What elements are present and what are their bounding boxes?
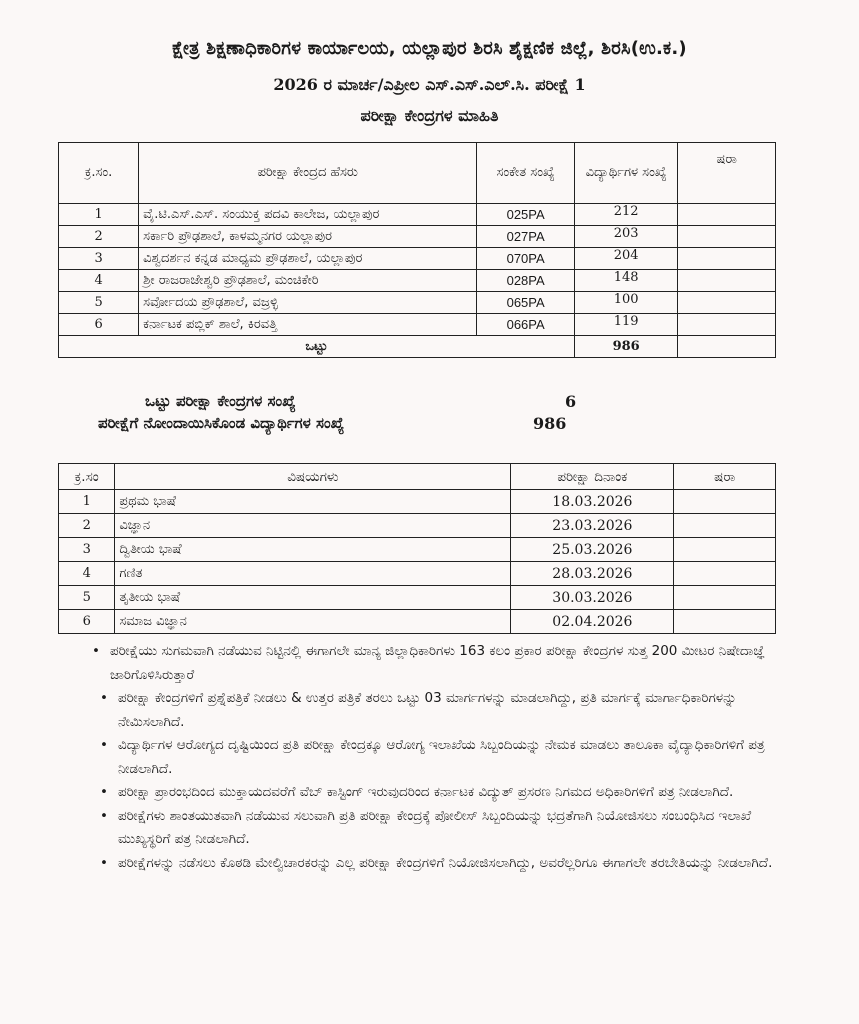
serial-number: 1 xyxy=(59,490,115,514)
note-item xyxy=(100,852,800,876)
header-exam-date: ಪರೀಕ್ಷಾ ದಿನಾಂಕ xyxy=(511,464,674,490)
serial-number: 3 xyxy=(59,248,139,270)
exam-date: 25.03.2026 xyxy=(511,538,674,562)
table-row xyxy=(59,586,776,610)
center-name: ವಿಶ್ವದರ್ಶನ ಕನ್ನಡ ಮಾಧ್ಯಮ ಪ್ರೌಢಶಾಲೆ, ಯಲ್ಲಾಪುರ xyxy=(139,248,477,270)
serial-number: 5 xyxy=(59,292,139,314)
total-label: ಒಟ್ಟು xyxy=(59,336,575,358)
header-serial: ಕ್ರ.ಸಂ xyxy=(59,464,115,490)
bullet-icon: • xyxy=(100,854,108,871)
center-code: 025PA xyxy=(477,204,575,226)
exam-centers-table xyxy=(58,142,776,358)
summary-students-value: 986 xyxy=(533,414,567,433)
student-count: 203 xyxy=(574,226,677,248)
remarks xyxy=(674,562,776,586)
note-text: ವಿದ್ಯಾರ್ಥಿಗಳ ಆರೋಗ್ಯದ ದೃಷ್ಟಿಯಿಂದ ಪ್ರತಿ ಪರೀಕ್ಷಾ ಕೇಂದ್ರಕ್ಕೂ ಆರೋಗ್ಯ ಇಲಾಖೆಯ ಸಿಬ್ಬಂದಿಯನ್ನು ನೇಮಕ ಮಾಡಲು ತಾಲೂಕಾ ವೈದ್ಯಾಧಿಕಾರಿಗಳಿಗೆ ಪತ್ರ ನೀಡಲಾಗಿದೆ. xyxy=(118,737,765,777)
bullet-icon: • xyxy=(100,737,108,753)
note-item xyxy=(92,640,792,687)
remarks xyxy=(678,314,776,336)
note-item xyxy=(100,805,800,852)
serial-number: 4 xyxy=(59,562,115,586)
table-row xyxy=(59,490,776,514)
header-remarks: ಷರಾ xyxy=(674,464,776,490)
note-text: ಪರೀಕ್ಷಾ ಪ್ರಾರಂಭದಿಂದ ಮುಕ್ತಾಯದವರೆಗೆ ವೆಬ್ ಕಾಸ್ಟಿಂಗ್ ಇರುವುದರಿಂದ ಕರ್ನಾಟಕ ವಿದ್ಯುತ್ ಪ್ರಸರಣ ನಿಗಮದ ಅಧಿಕಾರಿಗಳಿಗೆ ಪತ್ರ ನೀಡಲಾಗಿದೆ. xyxy=(118,784,734,800)
bullet-icon: • xyxy=(92,643,100,659)
table-row xyxy=(59,204,776,226)
center-code: 027PA xyxy=(477,226,575,248)
total-row xyxy=(59,336,776,358)
note-item xyxy=(100,687,800,734)
subject-name: ತೃತೀಯ ಭಾಷೆ xyxy=(115,586,511,610)
summary-centers xyxy=(145,392,577,411)
serial-number: 5 xyxy=(59,586,115,610)
center-code: 066PA xyxy=(477,314,575,336)
note-text: ಪರೀಕ್ಷೆಯು ಸುಗಮವಾಗಿ ನಡೆಯುವ ನಿಟ್ಟಿನಲ್ಲಿ ಈಗಾಗಲೇ ಮಾನ್ಯ ಜಿಲ್ಲಾಧಿಕಾರಿಗಳು 163 ಕಲಂ ಪ್ರಕಾರ ಪರೀಕ್ಷಾ ಕೇಂದ್ರಗಳ ಸುತ್ತ 200 ಮೀಟರ ನಿಷೇದಾಜ್ಞೆ ಜಾರಿಗೊಳಿಸಿರುತ್ತಾರೆ xyxy=(110,643,765,683)
remarks xyxy=(678,204,776,226)
summary-centers-label: ಒಟ್ಟು ಪರೀಕ್ಷಾ ಕೇಂದ್ರಗಳ ಸಂಖ್ಯೆ xyxy=(145,392,296,410)
subject-name: ವಿಜ್ಞಾನ xyxy=(115,514,511,538)
exam-date: 28.03.2026 xyxy=(511,562,674,586)
serial-number: 6 xyxy=(59,314,139,336)
subject-name: ಪ್ರಥಮ ಭಾಷೆ xyxy=(115,490,511,514)
table-row xyxy=(59,610,776,634)
header-code: ಸಂಕೇತ ಸಂಖ್ಯೆ xyxy=(477,143,575,204)
center-name: ಶ್ರೀ ರಾಜರಾಜೇಶ್ವರಿ ಪ್ರೌಢಶಾಲೆ, ಮಂಚಿಕೇರಿ xyxy=(139,270,477,292)
note-item xyxy=(100,781,800,805)
remarks xyxy=(678,248,776,270)
total-remarks xyxy=(678,336,776,358)
note-item xyxy=(100,734,800,781)
table-row xyxy=(59,514,776,538)
bullet-icon: • xyxy=(100,784,108,800)
total-students: 986 xyxy=(574,336,677,358)
serial-number: 2 xyxy=(59,226,139,248)
header-students: ವಿದ್ಯಾರ್ಥಿಗಳ ಸಂಖ್ಯೆ xyxy=(574,143,677,204)
remarks xyxy=(674,514,776,538)
summary-centers-value: 6 xyxy=(565,392,577,411)
subject-name: ಗಣಿತ xyxy=(115,562,511,586)
exam-title: 2026 ರ ಮಾರ್ಚ/ಎಪ್ರೀಲ ಎಸ್.ಎಸ್.ಎಲ್.ಸಿ. ಪರೀಕ್ಷೆ 1 xyxy=(273,75,586,94)
serial-number: 1 xyxy=(59,204,139,226)
serial-number: 3 xyxy=(59,538,115,562)
header-remarks: ಷರಾ xyxy=(678,143,776,204)
table-row xyxy=(59,270,776,292)
center-code: 070PA xyxy=(477,248,575,270)
table-header-row xyxy=(59,464,776,490)
serial-number: 4 xyxy=(59,270,139,292)
remarks xyxy=(674,586,776,610)
header-center-name: ಪರೀಕ್ಷಾ ಕೇಂದ್ರದ ಹೆಸರು xyxy=(139,143,477,204)
subject-name: ದ್ವಿತೀಯ ಭಾಷೆ xyxy=(115,538,511,562)
student-count: 204 xyxy=(574,248,677,270)
table-row xyxy=(59,292,776,314)
remarks xyxy=(678,292,776,314)
table-row xyxy=(59,248,776,270)
note-text: ಪರೀಕ್ಷೆಗಳನ್ನು ನಡೆಸಲು ಕೊಠಡಿ ಮೇಲ್ವಿಚಾರಕರನ್ನು ಎಲ್ಲ ಪರೀಕ್ಷಾ ಕೇಂದ್ರಗಳಿಗೆ ನಿಯೋಜಿಸಲಾಗಿದ್ದು, ಅವರೆಲ್ಲರಿಗೂ ಈಗಾಗಲೇ ತರಬೇತಿಯನ್ನು ನೀಡಲಾಗಿದೆ. xyxy=(118,854,773,871)
table-row xyxy=(59,226,776,248)
exam-schedule-table xyxy=(58,463,776,634)
center-code: 065PA xyxy=(477,292,575,314)
exam-date: 18.03.2026 xyxy=(511,490,674,514)
table-row xyxy=(59,562,776,586)
remarks xyxy=(674,490,776,514)
subject-name: ಸಮಾಜ ವಿಜ್ಞಾನ xyxy=(115,610,511,634)
serial-number: 2 xyxy=(59,514,115,538)
exam-date: 02.04.2026 xyxy=(511,610,674,634)
center-code: 028PA xyxy=(477,270,575,292)
summary-students-label: ಪರೀಕ್ಷೆಗೆ ನೋಂದಾಯಿಸಿಕೊಂಡ ವಿದ್ಯಾರ್ಥಿಗಳ ಸಂಖ್ಯೆ xyxy=(98,414,345,432)
center-name: ಸರ್ಕಾರಿ ಪ್ರೌಢಶಾಲೆ, ಕಾಳಮ್ಮನಗರ ಯಲ್ಲಾಪುರ xyxy=(139,226,477,248)
table-row xyxy=(59,538,776,562)
serial-number: 6 xyxy=(59,610,115,634)
remarks xyxy=(678,226,776,248)
student-count: 148 xyxy=(574,270,677,292)
table-header-row xyxy=(59,143,776,204)
remarks xyxy=(674,610,776,634)
notes-list xyxy=(92,640,800,875)
note-text: ಪರೀಕ್ಷಾ ಕೇಂದ್ರಗಳಿಗೆ ಪ್ರಶ್ನೆಪತ್ರಿಕೆ ನೀಡಲು & ಉತ್ತರ ಪತ್ರಿಕೆ ತರಲು ಒಟ್ಟು 03 ಮಾರ್ಗಗಳನ್ನು ಮಾಡಲಾಗಿದ್ದು, ಪ್ರತಿ ಮಾರ್ಗಕ್ಕೆ ಮಾರ್ಗಾಧಿಕಾರಿಗಳನ್ನು ನೇಮಿಸಲಾಗಿದೆ. xyxy=(118,690,737,730)
remarks xyxy=(678,270,776,292)
exam-date: 23.03.2026 xyxy=(511,514,674,538)
header-serial: ಕ್ರ.ಸಂ. xyxy=(59,143,139,204)
center-name: ಕರ್ನಾಟಕ ಪಬ್ಲಿಕ್ ಶಾಲೆ, ಕಿರವತ್ತಿ xyxy=(139,314,477,336)
center-name: ಸರ್ವೋದಯ ಪ್ರೌಢಶಾಲೆ, ವಜ್ರಳ್ಳಿ xyxy=(139,292,477,314)
office-title: ಕ್ಷೇತ್ರ ಶಿಕ್ಷಣಾಧಿಕಾರಿಗಳ ಕಾರ್ಯಾಲಯ, ಯಲ್ಲಾಪುರ ಶಿರಸಿ ಶೈಕ್ಷಣಿಕ ಜಿಲ್ಲೆ, ಶಿರಸಿ(ಉ.ಕ.) xyxy=(172,38,687,59)
section-title: ಪರೀಕ್ಷಾ ಕೇಂದ್ರಗಳ ಮಾಹಿತಿ xyxy=(360,106,499,125)
center-name: ವೈ.ಟಿ.ಎಸ್.ಎಸ್. ಸಂಯುಕ್ತ ಪದವಿ ಕಾಲೇಜ, ಯಲ್ಲಾಪುರ xyxy=(139,204,477,226)
summary-students xyxy=(98,414,567,433)
header-subjects: ವಿಷಯಗಳು xyxy=(115,464,511,490)
student-count: 212 xyxy=(574,204,677,226)
bullet-icon: • xyxy=(100,690,108,706)
bullet-icon: • xyxy=(100,807,108,824)
student-count: 119 xyxy=(574,314,677,336)
student-count: 100 xyxy=(574,292,677,314)
note-text: ಪರೀಕ್ಷೆಗಳು ಶಾಂತಯುತವಾಗಿ ನಡೆಯುವ ಸಲುವಾಗಿ ಪ್ರತಿ ಪರೀಕ್ಷಾ ಕೇಂದ್ರಕ್ಕೆ ಪೋಲೀಸ್ ಸಿಬ್ಬಂದಿಯನ್ನು ಭದ್ರತೆಗಾಗಿ ನಿಯೋಜಿಸಲು ಸಂಬಂಧಿಸಿದ ಇಲಾಖೆ ಮುಖ್ಯಸ್ಥರಿಗೆ ಪತ್ರ ನೀಡಲಾಗಿದೆ. xyxy=(118,807,752,847)
table-row xyxy=(59,314,776,336)
remarks xyxy=(674,538,776,562)
exam-date: 30.03.2026 xyxy=(511,586,674,610)
